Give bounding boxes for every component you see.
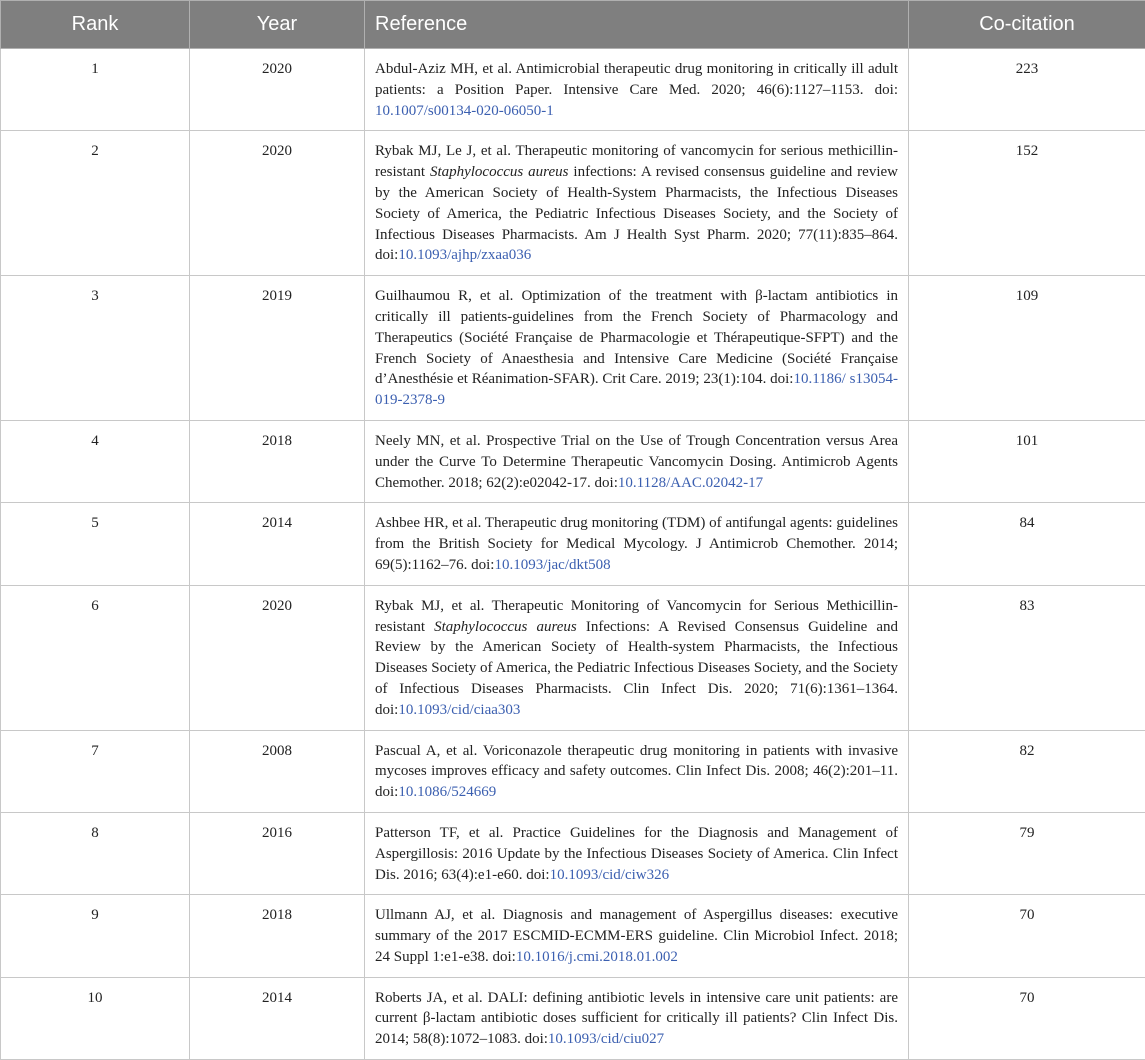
header-co-citation: Co-citation [909,1,1145,49]
table-row [1,131,1145,276]
reference-text: Pascual A, et al. Voriconazole therapeutic drug monitoring in patients with invasive mycoses improves efficacy and safety outcomes. Clin Infect Dis. 2008; 46(2):201–11. doi: [375,743,898,801]
species-name: Staphylococcus aureus [434,619,577,635]
table-header-row [1,1,1145,49]
doi-link[interactable]: 10.1093/cid/ciu027 [548,1031,664,1047]
reference-cell [365,503,909,585]
year-cell: 2020 [190,131,365,276]
reference-cell [365,276,909,421]
year-cell: 2018 [190,420,365,502]
table-row [1,585,1145,730]
reference-text: Rybak MJ, et al. Therapeutic Monitoring of Vancomycin for Serious Methicillin-resistant [375,598,898,635]
table-row [1,420,1145,502]
reference-cell [365,895,909,977]
year-cell: 2020 [190,585,365,730]
reference-text: Rybak MJ, Le J, et al. Therapeutic monitoring of vancomycin for serious methicillin-resistant [375,143,898,180]
co-citation-cell: 83 [909,585,1145,730]
co-citation-cell: 82 [909,730,1145,812]
table-row [1,276,1145,421]
table-row [1,730,1145,812]
table-row [1,895,1145,977]
co-citation-cell: 223 [909,49,1145,131]
header-reference: Reference [365,1,909,49]
year-cell: 2020 [190,49,365,131]
rank-cell: 3 [1,276,190,421]
table-row [1,812,1145,894]
co-citation-cell: 101 [909,420,1145,502]
year-cell: 2016 [190,812,365,894]
rank-cell: 5 [1,503,190,585]
reference-text: infections: A revised consensus guideline and review by the American Society of Health-System Pharmacists, the Infectious Diseases Society of America, the Pediatric Infectious Diseases Society, and the Society of Infectious Diseases Pharmacists. Am J Health Syst Pharm. 2020; 77(11):835–864. doi: [375,164,898,263]
reference-cell [365,420,909,502]
doi-link[interactable]: 10.1093/ajhp/zxaa036 [398,247,531,263]
species-name: Staphylococcus aureus [430,164,569,180]
doi-link[interactable]: 10.1016/j.cmi.2018.01.002 [516,949,678,965]
co-citation-cell: 70 [909,895,1145,977]
co-citation-cell: 152 [909,131,1145,276]
rank-cell: 10 [1,977,190,1059]
rank-cell: 1 [1,49,190,131]
rank-cell: 9 [1,895,190,977]
reference-cell [365,812,909,894]
header-year: Year [190,1,365,49]
reference-text: Ullmann AJ, et al. Diagnosis and management of Aspergillus diseases: executive summary of the 2017 ESCMID-ECMM-ERS guideline. Clin Microbiol Infect. 2018; 24 Suppl 1:e1-e38. doi: [375,907,898,965]
year-cell: 2014 [190,503,365,585]
table-row [1,977,1145,1059]
reference-cell [365,585,909,730]
reference-text: Roberts JA, et al. DALI: defining antibiotic levels in intensive care unit patients: are current β-lactam antibiotic doses sufficient for critically ill patients? Clin Infect Dis. 2014; 58(8):1072–1083. doi: [375,990,898,1048]
rank-cell: 8 [1,812,190,894]
year-cell: 2008 [190,730,365,812]
year-cell: 2014 [190,977,365,1059]
reference-text: Patterson TF, et al. Practice Guidelines for the Diagnosis and Management of Aspergillosis: 2016 Update by the Infectious Diseases Society of America. Clin Infect Dis. 2016; 63(4):e1-e60. doi: [375,825,898,883]
reference-cell [365,977,909,1059]
co-citation-cell: 84 [909,503,1145,585]
table-row [1,503,1145,585]
doi-link[interactable]: 10.1093/cid/ciw326 [550,867,670,883]
reference-cell [365,730,909,812]
reference-text: Neely MN, et al. Prospective Trial on the Use of Trough Concentration versus Area under the Curve To Determine Therapeutic Vancomycin Dosing. Antimicrob Agents Chemother. 2018; 62(2):e02042-17. doi: [375,433,898,491]
year-cell: 2019 [190,276,365,421]
reference-cell [365,49,909,131]
year-cell: 2018 [190,895,365,977]
doi-link[interactable]: 10.1093/cid/ciaa303 [398,702,520,718]
co-citation-cell: 79 [909,812,1145,894]
doi-link[interactable]: 10.1093/jac/dkt508 [494,557,610,573]
rank-cell: 4 [1,420,190,502]
reference-text: Ashbee HR, et al. Therapeutic drug monitoring (TDM) of antifungal agents: guidelines from the British Society for Medical Mycology. J Antimicrob Chemother. 2014; 69(5):1162–76. doi: [375,515,898,573]
table-body [1,49,1145,1060]
reference-text: Abdul-Aziz MH, et al. Antimicrobial therapeutic drug monitoring in critically ill adult patients: a Position Paper. Intensive Care Med. 2020; 46(6):1127–1153. doi: [375,61,898,98]
doi-link[interactable]: 10.1128/AAC.02042-17 [618,475,763,491]
rank-cell: 6 [1,585,190,730]
reference-text: Guilhaumou R, et al. Optimization of the treatment with β-lactam antibiotics in critically ill patients-guidelines from the French Society of Pharmacology and Therapeutics (Société Française de Pharmacologie et Thérapeutique-SFPT) and the French Society of Anaesthesia and Intensive Care Medicine (Société Française d’Anesthésie et Réanimation-SFAR). Crit Care. 2019; 23(1):104. doi: [375,288,898,387]
table-row [1,49,1145,131]
co-citation-cell: 70 [909,977,1145,1059]
co-citation-cell: 109 [909,276,1145,421]
rank-cell: 2 [1,131,190,276]
doi-link[interactable]: 10.1186/ s13054-019-2378-9 [375,371,898,408]
reference-text: Infections: A Revised Consensus Guideline and Review by the American Society of Health-system Pharmacists, the Infectious Diseases Society of America, the Pediatric Infectious Diseases Society, and the Society of Infectious Diseases Pharmacists. Clin Infect Dis. 2020; 71(6):1361–1364. doi: [375,619,898,718]
rank-cell: 7 [1,730,190,812]
doi-link[interactable]: 10.1007/s00134-020-06050-1 [375,103,554,119]
header-rank: Rank [1,1,190,49]
reference-cell [365,131,909,276]
doi-link[interactable]: 10.1086/524669 [398,784,496,800]
